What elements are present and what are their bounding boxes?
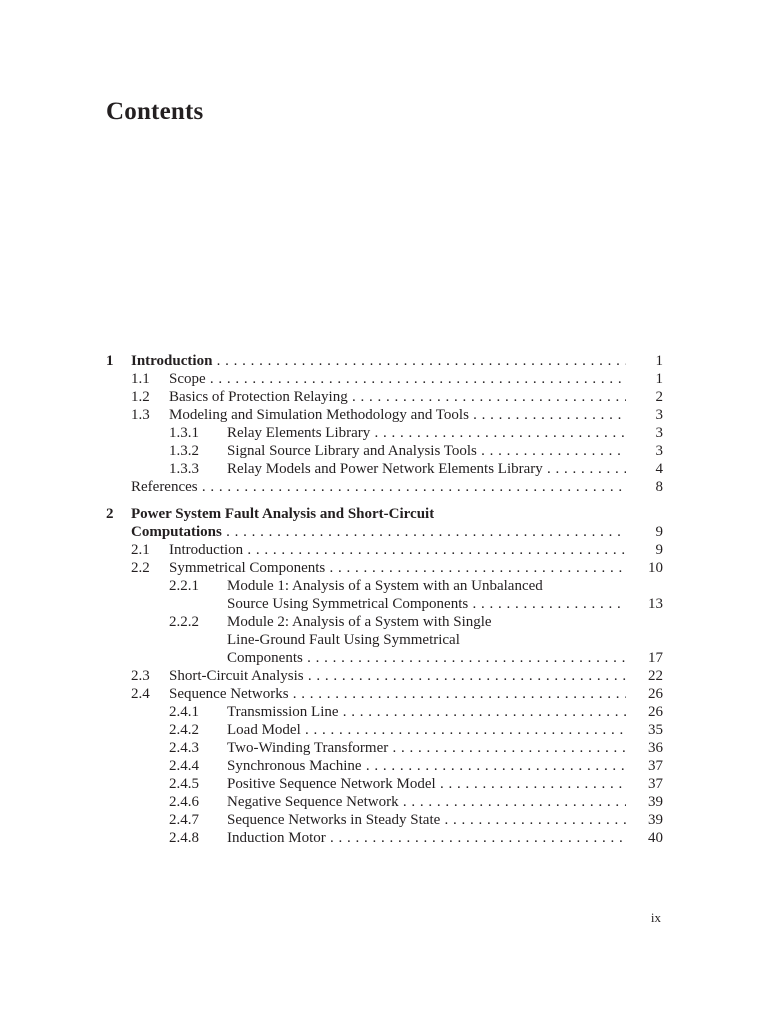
toc-entry-title: Source Using Symmetrical Components . . . — [227, 595, 626, 613]
toc-entry[interactable] — [0, 424, 768, 442]
toc-entry-title: Synchronous Machine . . . — [227, 757, 626, 775]
toc-entry-page: 3 — [655, 407, 663, 423]
toc-entry-page: 4 — [655, 461, 663, 477]
toc-entry-number: 2.4.6 — [169, 794, 199, 810]
toc-entry[interactable] — [0, 577, 768, 595]
toc-entry-page: 3 — [655, 425, 663, 441]
toc-entry-title: Negative Sequence Network . . . — [227, 793, 626, 811]
toc-entry-page: 10 — [648, 560, 663, 576]
toc-entry[interactable] — [0, 829, 768, 847]
toc-entry-title: References . . . — [131, 478, 626, 496]
toc-entry-page: 40 — [648, 830, 663, 846]
toc-entry[interactable] — [0, 775, 768, 793]
toc-entry-page: 1 — [655, 371, 663, 387]
toc-entry-number: 2.4.7 — [169, 812, 199, 828]
toc-entry-number: 2.2.2 — [169, 614, 199, 630]
toc-entry[interactable] — [0, 559, 768, 577]
toc-entry-title: Relay Models and Power Network Elements Library . . . — [227, 460, 626, 478]
toc-entry[interactable] — [0, 631, 768, 649]
toc-entry-page: 9 — [655, 524, 663, 540]
toc-entry-title: Components . . . — [227, 649, 626, 667]
toc-entry-number: 1 — [106, 353, 114, 369]
toc-entry[interactable] — [0, 811, 768, 829]
toc-entry-number: 2.3 — [131, 668, 150, 684]
toc-entry-page: 22 — [648, 668, 663, 684]
toc-entry[interactable] — [0, 649, 768, 667]
toc-entry-page: 2 — [655, 389, 663, 405]
toc-entry-title: Basics of Protection Relaying . . . — [169, 388, 626, 406]
toc-entry-title: Computations . . . — [131, 523, 626, 541]
toc-entry-title: Induction Motor . . . — [227, 829, 626, 847]
toc-entry-title: Signal Source Library and Analysis Tools . . . — [227, 442, 626, 460]
toc-entry-page: 13 — [648, 596, 663, 612]
toc-entry-title: Module 2: Analysis of a System with Single — [227, 614, 492, 630]
toc-entry[interactable] — [0, 793, 768, 811]
toc-entry-number: 2 — [106, 506, 114, 522]
toc-entry[interactable] — [0, 388, 768, 406]
toc-entry[interactable] — [0, 757, 768, 775]
toc-entry[interactable] — [0, 721, 768, 739]
toc-entry[interactable] — [0, 352, 768, 370]
toc-entry-number: 1.3 — [131, 407, 150, 423]
toc-entry-number: 2.4.8 — [169, 830, 199, 846]
toc-entry-number: 1.3.1 — [169, 425, 199, 441]
toc-entry[interactable] — [0, 703, 768, 721]
toc-entry-title: Short-Circuit Analysis . . . — [169, 667, 626, 685]
toc-entry-page: 37 — [648, 758, 663, 774]
toc-entry[interactable] — [0, 739, 768, 757]
toc-entry-title: Sequence Networks . . . — [169, 685, 626, 703]
toc-entry[interactable] — [0, 406, 768, 424]
toc-entry[interactable] — [0, 442, 768, 460]
toc-entry-title: Relay Elements Library . . . — [227, 424, 626, 442]
toc-entry[interactable] — [0, 613, 768, 631]
toc-entry-page: 35 — [648, 722, 663, 738]
toc-entry[interactable] — [0, 523, 768, 541]
toc-entry-title: Symmetrical Components . . . — [169, 559, 626, 577]
toc-entry-title: Power System Fault Analysis and Short-Circuit — [131, 506, 435, 522]
toc-entry-number: 2.2 — [131, 560, 150, 576]
toc-entry[interactable] — [0, 478, 768, 496]
toc-entry[interactable] — [0, 541, 768, 559]
toc-entry[interactable] — [0, 667, 768, 685]
toc-entry-title: Sequence Networks in Steady State . . . — [227, 811, 626, 829]
toc-entry-title: Load Model . . . — [227, 721, 626, 739]
toc-entry-number: 2.1 — [131, 542, 150, 558]
toc-entry[interactable] — [0, 460, 768, 478]
toc-entry-page: 26 — [648, 704, 663, 720]
toc-entry-number: 2.4.1 — [169, 704, 199, 720]
toc-entry[interactable] — [0, 370, 768, 388]
toc-entry-page: 26 — [648, 686, 663, 702]
toc-entry-number: 2.4.4 — [169, 758, 199, 774]
toc-entry-page: 17 — [648, 650, 663, 666]
toc-entry[interactable] — [0, 505, 768, 523]
toc-entry[interactable] — [0, 595, 768, 613]
toc-entry-title: Transmission Line . . . — [227, 703, 626, 721]
toc-entry-number: 1.3.3 — [169, 461, 199, 477]
toc-entry-page: 39 — [648, 794, 663, 810]
toc-entry-title: Modeling and Simulation Methodology and Tools . . . — [169, 406, 626, 424]
page-title: Contents — [106, 98, 204, 125]
toc-entry-title: Introduction . . . — [169, 541, 626, 559]
toc-entry-title: Positive Sequence Network Model . . . — [227, 775, 626, 793]
toc-entry-page: 3 — [655, 443, 663, 459]
toc-entry-number: 1.2 — [131, 389, 150, 405]
toc-entry-number: 2.4.3 — [169, 740, 199, 756]
toc-entry-page: 8 — [655, 479, 663, 495]
page-number: ix — [650, 910, 661, 925]
toc-entry-title: Two-Winding Transformer . . . — [227, 739, 626, 757]
toc-entry-page: 9 — [655, 542, 663, 558]
toc-entry-number: 1.3.2 — [169, 443, 199, 459]
toc-entry-page: 37 — [648, 776, 663, 792]
toc-entry-title: Scope . . . — [169, 370, 626, 388]
toc-entry-number: 2.2.1 — [169, 578, 199, 594]
toc-entry-page: 36 — [648, 740, 663, 756]
toc-entry-page: 1 — [655, 353, 663, 369]
toc-entry-number: 1.1 — [131, 371, 150, 387]
toc-entry-title: Introduction . . . — [131, 352, 626, 370]
toc-entry[interactable] — [0, 685, 768, 703]
toc-entry-number: 2.4.5 — [169, 776, 199, 792]
toc-entry-number: 2.4.2 — [169, 722, 199, 738]
toc-entry-title: Line-Ground Fault Using Symmetrical — [227, 632, 460, 648]
toc-entry-number: 2.4 — [131, 686, 150, 702]
toc-entry-title: Module 1: Analysis of a System with an Unbalanced — [227, 578, 543, 594]
toc-entry-page: 39 — [648, 812, 663, 828]
